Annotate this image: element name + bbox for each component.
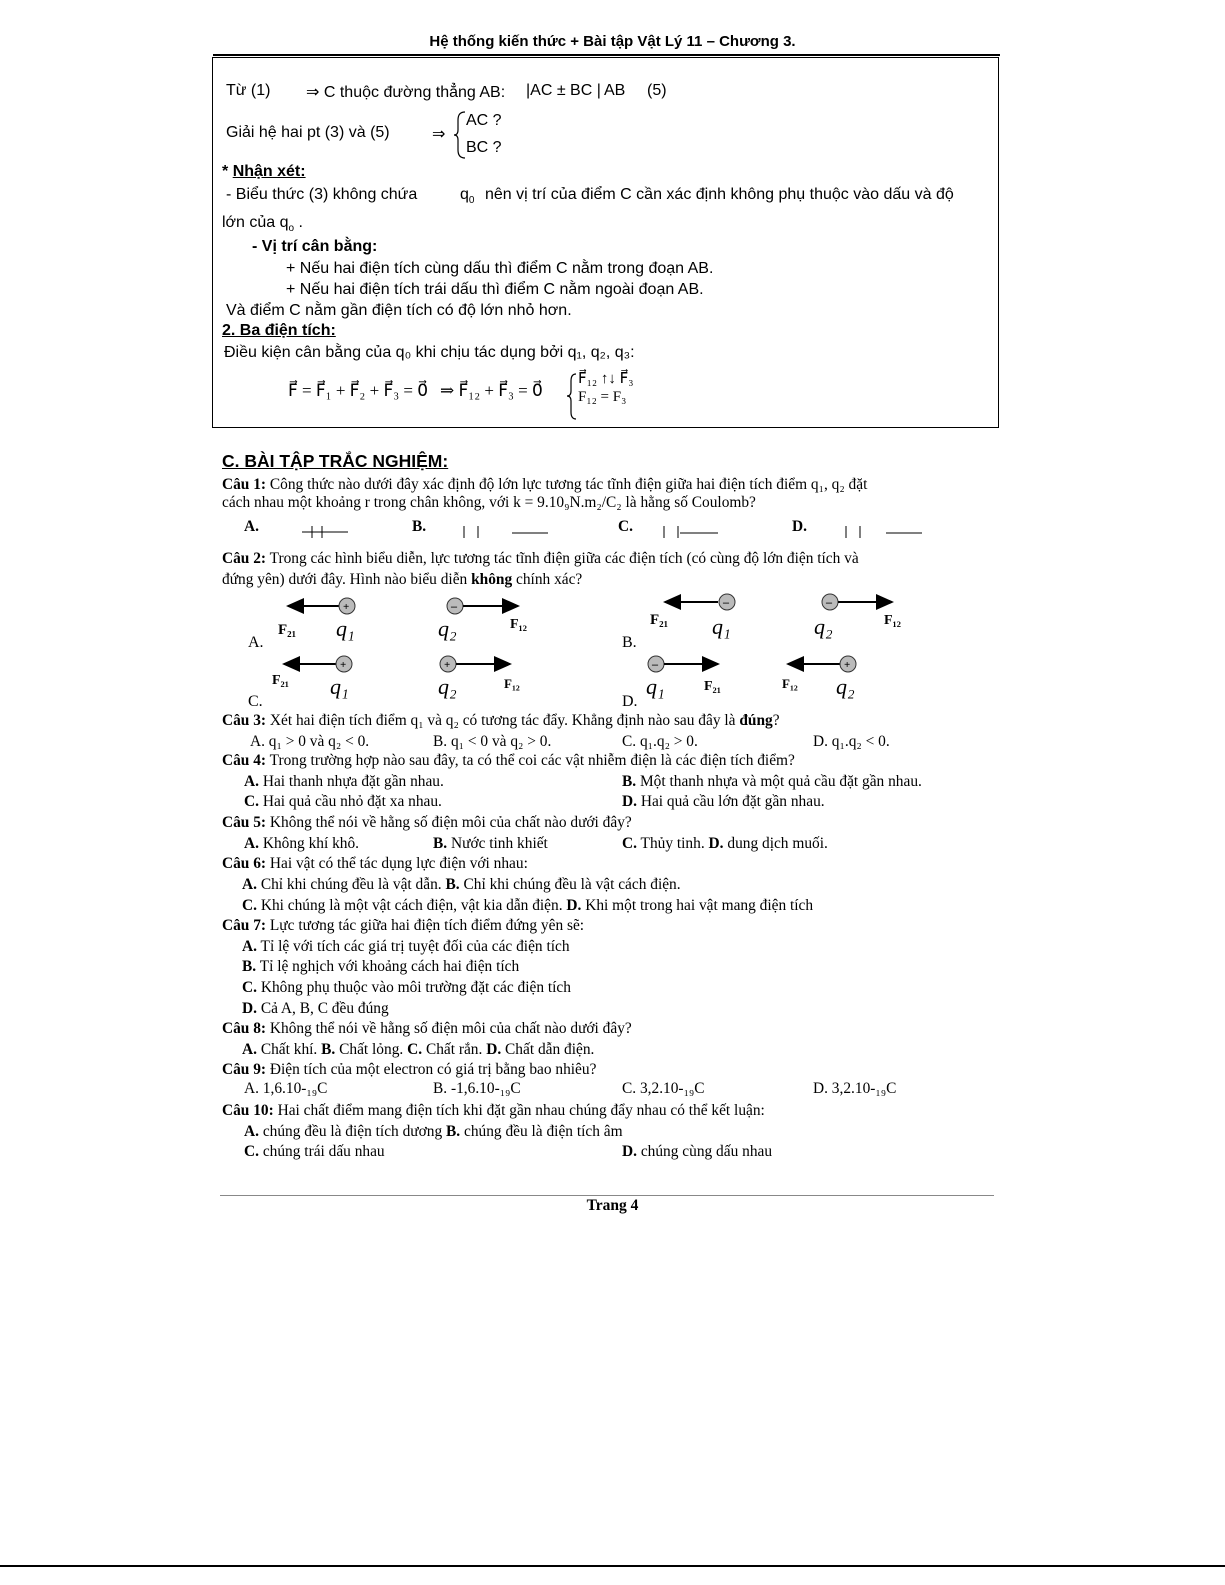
equation-4: F₁₂ = F₃ — [578, 389, 627, 405]
fig-a-f21: F₂₁ — [278, 622, 297, 638]
fig-c-label: C. — [248, 693, 263, 708]
theory-line1-prefix: Từ (1) — [226, 82, 271, 99]
q7-option-a: A. Tỉ lệ với tích các giá trị tuyệt đối của các điện tích — [242, 938, 570, 955]
fig-a-q1: q₁ — [336, 616, 355, 641]
q4-stem: Câu 4: Trong trường hợp nào sau đây, ta có thể coi các vật nhiễm điện là các điện tích điểm? — [222, 752, 795, 769]
theory-line1-expr: |AC ± BC | — [526, 82, 601, 99]
q3-option-a: A. q₁ > 0 và q₂ < 0. — [250, 733, 370, 750]
q1-line1: Câu 1: Công thức nào dưới đây xác định độ lớn lực tương tác tĩnh điện giữa hai điện tích điểm q₁, q₂ đặt — [222, 476, 868, 493]
q6-options-ab: A. Chỉ khi chúng đều là vật dẫn. B. Chỉ khi chúng đều là vật cách điện. — [242, 876, 681, 893]
q7-option-d: D. Cả A, B, C đều đúng — [242, 1000, 389, 1017]
fig-d-q2: q₂ — [836, 674, 855, 699]
q8-options: A. Chất khí. B. Chất lỏng. C. Chất rắn. D. Chất dẫn điện. — [242, 1041, 595, 1058]
page-number: Trang 4 — [586, 1197, 639, 1214]
svg-text:–: – — [451, 599, 457, 613]
fig-b-f21: F₂₁ — [650, 612, 669, 628]
fig-c-f21: F₂₁ — [272, 673, 289, 688]
theory-line1-arrow: ⇒ C thuộc đường thẳng AB: — [306, 84, 506, 101]
q5-option-b: B. Nước tinh khiết — [433, 835, 548, 852]
remark-star: * — [222, 163, 229, 180]
q10-option-c: C. chúng trái dấu nhau — [244, 1143, 385, 1160]
q1-option-c: C. — [618, 518, 633, 535]
theory-line1-ab: AB — [604, 82, 626, 99]
q9-option-b: B. -1,6.10-₁₉C — [433, 1080, 521, 1097]
q1-line2: cách nhau một khoảng r trong chân không, với k = 9.10₉N.m₂/C₂ là hằng số Coulomb? — [222, 494, 756, 511]
q1-option-d: D. — [792, 518, 807, 535]
remark-line1-q: $q_0$ — [460, 186, 475, 207]
svg-text:+: + — [844, 659, 851, 671]
q10-stem: Câu 10: Hai chất điểm mang điện tích khi đặt gần nhau chúng đẩy nhau có thể kết luận: — [222, 1102, 765, 1119]
svg-text:–: – — [652, 657, 658, 671]
equation-1: F⃗ = F⃗₁ + F⃗₂ + F⃗₃ = 0⃗ — [288, 381, 429, 400]
q1-option-a: A. — [244, 518, 259, 535]
fig-d-label: D. — [622, 693, 638, 708]
q3-option-c: C. q₁.q₂ > 0. — [622, 733, 698, 750]
fig-b-q1: q₁ — [712, 614, 731, 639]
q9-stem: Câu 9: Điện tích của một electron có giá trị bằng bao nhiêu? — [222, 1061, 597, 1078]
three-charges-condition: Điều kiện cân bằng của q₀ khi chịu tác dụng bởi q₁, q₂, q₃: — [224, 344, 635, 361]
theory-line2-prefix: Giải hệ hai pt (3) và (5) — [226, 124, 390, 141]
q7-option-b: B. Tỉ lệ nghịch với khoảng cách hai điện tích — [242, 958, 520, 975]
fig-a-q2: q₂ — [438, 616, 457, 641]
theory-line2-ac: AC ? — [466, 112, 502, 129]
svg-text:–: – — [723, 595, 729, 609]
q4-option-a: A. Hai thanh nhựa đặt gần nhau. — [244, 773, 444, 790]
q1-formula-c — [660, 524, 722, 540]
equation-2: ⇒ F⃗₁₂ + F⃗₃ = 0⃗ — [440, 381, 543, 400]
theory-line2-arrow: ⇒ — [432, 126, 446, 143]
fig-b-q2: q₂ — [814, 614, 833, 639]
q7-stem: Câu 7: Lực tương tác giữa hai điện tích điểm đứng yên sẽ: — [222, 917, 585, 934]
q9-option-d: D. 3,2.10-₁₉C — [813, 1080, 897, 1097]
position-3: Và điểm C nằm gần điện tích có độ lớn nhỏ hơn. — [226, 302, 572, 319]
theory-line1-num: (5) — [647, 82, 667, 99]
q10-option-d: D. chúng cùng dấu nhau — [622, 1143, 773, 1160]
fig-c-q2: q₂ — [438, 674, 457, 699]
position-title: - Vị trí cân bằng: — [252, 238, 378, 255]
fig-c-f12: F₁₂ — [504, 676, 520, 691]
q8-stem: Câu 8: Không thể nói về hằng số điện môi của chất nào dưới đây? — [222, 1020, 632, 1037]
q3-stem: Câu 3: Xét hai điện tích điểm q₁ và q₂ có tương tác đẩy. Khẳng định nào sau đây là đúng? — [222, 712, 780, 729]
svg-text:–: – — [826, 595, 832, 609]
remark-heading — [222, 163, 306, 181]
q4-option-d: D. Hai quả cầu lớn đặt gần nhau. — [622, 793, 825, 810]
q9-option-a: A. 1,6.10-₁₉C — [244, 1080, 328, 1097]
remark-line1-a: - Biểu thức (3) không chứa — [226, 186, 418, 203]
fig-a-f12: F₁₂ — [510, 617, 527, 632]
theory-line2-bc: BC ? — [466, 139, 502, 156]
fig-d-q1: q₁ — [646, 674, 665, 699]
q1-option-b: B. — [412, 518, 427, 535]
svg-text:+: + — [444, 659, 451, 671]
position-2: + Nếu hai điện tích trái dấu thì điểm C nằm ngoài đoạn AB. — [286, 281, 704, 298]
remark-title: Nhận xét: — [232, 163, 306, 180]
remark-line2: lớn của $q_o$ . — [222, 214, 303, 235]
q3-option-b: B. q₁ < 0 và q₂ > 0. — [433, 733, 552, 750]
bottom-border — [0, 1565, 1225, 1567]
three-charges-title: 2. Ba điện tích: — [222, 322, 336, 339]
q7-option-c: C. Không phụ thuộc vào môi trường đặt các điện tích — [242, 979, 571, 996]
section-title: C. BÀI TẬP TRẮC NGHIỆM: — [222, 451, 449, 471]
q6-options-cd: C. Khi chúng là một vật cách điện, vật kia dẫn điện. D. Khi một trong hai vật mang điện tích — [242, 897, 814, 914]
condition-brace — [566, 372, 578, 422]
q5-option-a: A. Không khí khô. — [244, 835, 360, 852]
fig-d-f12: F₁₂ — [782, 676, 798, 691]
page-header-title: Hệ thống kiến thức + Bài tập Vật Lý 11 – Chương 3. — [429, 33, 796, 50]
fig-a-label: A. — [248, 634, 264, 651]
q6-stem: Câu 6: Hai vật có thể tác dụng lực điện với nhau: — [222, 855, 528, 872]
remark-line1-b: nên vị trí của điểm C cần xác định không phụ thuộc vào dấu và độ — [485, 186, 954, 203]
svg-text:+: + — [343, 601, 350, 613]
header-rule — [213, 54, 1000, 56]
q9-option-c: C. 3,2.10-₁₉C — [622, 1080, 705, 1097]
q2-figures — [240, 590, 940, 708]
fig-c-q1: q₁ — [330, 674, 349, 699]
q5-option-c-d: C. Thủy tinh. D. dung dịch muối. — [622, 835, 828, 852]
footer-rule — [220, 1195, 994, 1196]
position-1: + Nếu hai điện tích cùng dấu thì điểm C nằm trong đoạn AB. — [286, 260, 714, 277]
q10-options-ab: A. chúng đều là điện tích dương B. chúng đều là điện tích âm — [244, 1123, 623, 1140]
q1-formula-d — [842, 524, 926, 540]
fig-b-f12: F₁₂ — [884, 613, 901, 628]
equation-3: F⃗₁₂ ↑↓ F⃗₃ — [578, 371, 634, 387]
svg-text:+: + — [340, 659, 347, 671]
q5-stem: Câu 5: Không thể nói về hằng số điện môi của chất nào dưới đây? — [222, 814, 632, 831]
fig-d-f21: F₂₁ — [704, 679, 721, 694]
q1-formula-a — [300, 524, 350, 540]
q2-line1: Câu 2: Trong các hình biểu diễn, lực tương tác tĩnh điện giữa các điện tích (có cùng độ lớn điện tích và — [222, 550, 859, 567]
q3-option-d: D. q₁.q₂ < 0. — [813, 733, 890, 750]
q4-option-b: B. Một thanh nhựa và một quả cầu đặt gần nhau. — [622, 773, 922, 790]
q4-option-c: C. Hai quả cầu nhỏ đặt xa nhau. — [244, 793, 442, 810]
fig-b-label: B. — [622, 634, 637, 651]
q1-formula-b — [460, 524, 550, 540]
q2-line2: đứng yên) dưới đây. Hình nào biểu diễn không chính xác? — [222, 571, 583, 588]
